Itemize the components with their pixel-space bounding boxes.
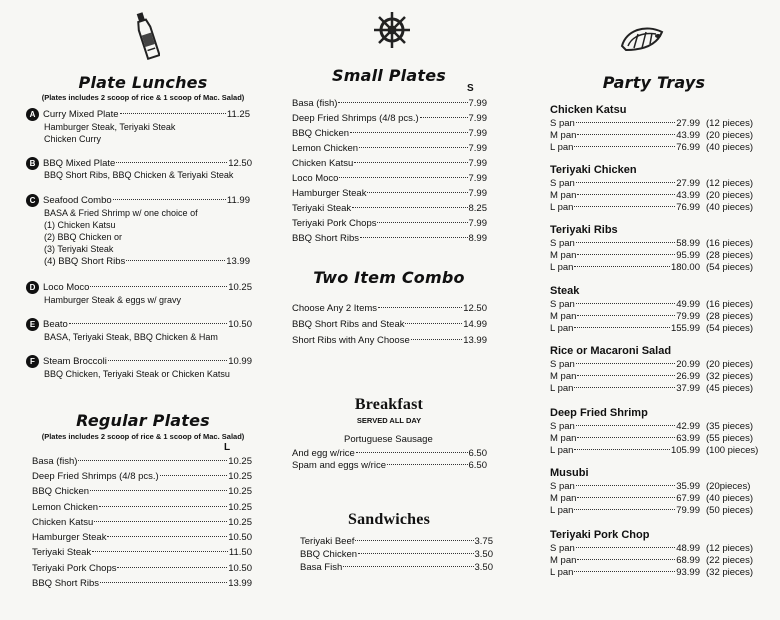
item-desc: (1) Chicken Katsu	[44, 220, 116, 230]
plate-lunch-b	[26, 157, 252, 170]
item-name: Chicken Katsu	[292, 158, 354, 169]
item-price: 10.25	[228, 486, 252, 497]
item-name: Teriyaki Steak	[292, 203, 352, 214]
item-price: 3.75	[474, 536, 493, 547]
item-price: 7.99	[468, 128, 487, 139]
tray-size-row	[550, 421, 764, 433]
tray-size: S pan	[550, 178, 575, 189]
tray-quantity: (50 pieces)	[706, 505, 753, 516]
combo-row	[292, 303, 487, 315]
tray-size-row	[550, 383, 764, 395]
regular-plate-row	[32, 578, 252, 590]
tray-size-row	[550, 178, 764, 190]
item-price: 7.99	[468, 188, 487, 199]
item-name: Spam and eggs w/rice	[292, 460, 386, 471]
item-desc: BASA, Teriyaki Steak, BBQ Chicken & Ham	[44, 332, 218, 342]
tray-price: 95.99	[676, 250, 700, 261]
tray-quantity: (20pieces)	[706, 481, 751, 492]
tray-quantity: (54 pieces)	[706, 323, 753, 334]
small-plate-row	[292, 143, 487, 155]
item-price: 7.99	[468, 218, 487, 229]
plate-lunches-note: (Plates includes 2 scoop of rice & 1 scoop of Mac. Salad)	[41, 93, 245, 102]
item-name: Teriyaki Steak	[32, 547, 92, 558]
tray-price: 48.99	[676, 543, 700, 554]
regular-plate-row	[32, 471, 252, 483]
item-price: 8.25	[468, 203, 487, 214]
tray-size-row	[550, 555, 764, 567]
tray-quantity: (35 pieces)	[706, 421, 753, 432]
item-price: 6.50	[468, 460, 487, 471]
regular-plate-row	[32, 456, 252, 468]
tray-size: L pan	[550, 505, 574, 516]
tray-category: Teriyaki Pork Chop	[550, 529, 650, 541]
size-label-small: S	[467, 83, 474, 94]
item-desc: BASA & Fried Shrimp w/ one choice of	[44, 208, 198, 218]
item-price: 10.50	[228, 318, 252, 330]
item-name: Short Ribs with Any Choose	[292, 335, 410, 346]
plate-lunch-c	[26, 194, 250, 207]
tray-quantity: (16 pieces)	[706, 299, 753, 310]
combo-row	[292, 335, 487, 347]
badge-f: F	[26, 355, 39, 368]
shell-icon	[618, 22, 666, 54]
tray-size: L pan	[550, 445, 574, 456]
small-plates-title: Small Plates	[332, 66, 446, 85]
tray-price: 58.99	[676, 238, 700, 249]
tray-size: S pan	[550, 359, 575, 370]
item-name: Steam Broccoli	[43, 355, 107, 367]
tray-size: L pan	[550, 142, 574, 153]
tray-size: M pan	[550, 433, 577, 444]
small-plate-row	[292, 128, 487, 140]
breakfast-title: Breakfast	[354, 396, 424, 413]
tray-quantity: (55 pieces)	[706, 433, 753, 444]
small-plate-row	[292, 218, 487, 230]
item-price: 3.50	[474, 549, 493, 560]
tray-price: 76.99	[676, 142, 700, 153]
tray-size: S pan	[550, 238, 575, 249]
tray-price: 49.99	[676, 299, 700, 310]
tray-price: 105.99	[670, 445, 700, 456]
tray-size-row	[550, 262, 764, 274]
item-price: 12.50	[463, 303, 487, 314]
tray-quantity: (32 pieces)	[706, 567, 753, 578]
item-price: 7.99	[468, 173, 487, 184]
item-name: Chicken Katsu	[32, 517, 94, 528]
item-price: 10.99	[228, 355, 252, 367]
item-desc: Hamburger Steak, Teriyaki Steak	[44, 122, 176, 132]
breakfast-row	[292, 460, 487, 472]
tray-price: 79.99	[676, 311, 700, 322]
tray-category: Rice or Macaroni Salad	[550, 345, 672, 357]
tray-quantity: (20 pieces)	[706, 190, 753, 201]
tray-price: 27.99	[676, 118, 700, 129]
tray-category: Teriyaki Ribs	[550, 224, 618, 236]
plate-lunch-d	[26, 281, 252, 294]
tray-price: 63.99	[676, 433, 700, 444]
item-name: BBQ Short Ribs	[32, 578, 100, 589]
tray-price: 93.99	[676, 567, 700, 578]
breakfast-subtitle: SERVED ALL DAY	[356, 416, 422, 425]
item-desc: BBQ Short Ribs, BBQ Chicken & Teriyaki Steak	[44, 170, 234, 180]
item-price: 10.25	[228, 471, 252, 482]
badge-e: E	[26, 318, 39, 331]
tray-price: 37.99	[676, 383, 700, 394]
item-price: 8.99	[468, 233, 487, 244]
item-name: Basa (fish)	[32, 456, 78, 467]
tray-quantity: (22 pieces)	[706, 555, 753, 566]
item-price: 10.25	[228, 456, 252, 467]
tray-category: Musubi	[550, 467, 589, 479]
regular-plates-title: Regular Plates	[76, 411, 210, 430]
tray-category: Chicken Katsu	[550, 104, 627, 116]
tray-size-row	[550, 130, 764, 142]
plate-lunch-e	[26, 318, 252, 331]
size-label-large: L	[224, 442, 231, 453]
tray-size: M pan	[550, 190, 577, 201]
tray-quantity: (28 pieces)	[706, 311, 753, 322]
badge-d: D	[26, 281, 39, 294]
tray-size-row	[550, 142, 764, 154]
item-name: Lemon Chicken	[32, 502, 99, 513]
tray-size: L pan	[550, 202, 574, 213]
badge-b: B	[26, 157, 39, 170]
tray-size: M pan	[550, 311, 577, 322]
tray-category: Steak	[550, 285, 580, 297]
tray-size-row	[550, 567, 764, 579]
breakfast-heading: Portuguese Sausage	[344, 434, 433, 445]
tray-size: M pan	[550, 130, 577, 141]
column-left	[12, 0, 274, 620]
item-name: Choose Any 2 Items	[292, 303, 378, 314]
tray-price: 180.00	[670, 262, 700, 273]
item-name: Basa (fish)	[292, 98, 338, 109]
tray-size-row	[550, 359, 764, 371]
item-name: And egg w/rice	[292, 448, 355, 459]
tray-quantity: (40 pieces)	[706, 493, 753, 504]
tray-quantity: (40 pieces)	[706, 202, 753, 213]
regular-plate-row	[32, 502, 252, 514]
item-price: 7.99	[468, 113, 487, 124]
regular-plate-row	[32, 532, 252, 544]
item-name: Hamburger Steak	[32, 532, 107, 543]
party-trays-title: Party Trays	[602, 73, 706, 92]
sandwich-row	[300, 549, 493, 561]
tray-size-row	[550, 311, 764, 323]
badge-a: A	[26, 108, 39, 121]
item-name: (4) BBQ Short Ribs	[44, 256, 126, 267]
item-price: 11.99	[226, 194, 250, 206]
tray-size: S pan	[550, 421, 575, 432]
item-price: 10.25	[228, 502, 252, 513]
tray-size-row	[550, 543, 764, 555]
item-price: 14.99	[463, 319, 487, 330]
seafood-extra	[44, 256, 250, 268]
item-name: BBQ Short Ribs and Steak	[292, 319, 405, 330]
tray-size-row	[550, 190, 764, 202]
tray-size-row	[550, 481, 764, 493]
item-price: 13.99	[226, 256, 250, 267]
item-desc: (3) Teriyaki Steak	[44, 244, 114, 254]
item-desc: (2) BBQ Chicken or	[44, 232, 123, 242]
tray-size: M pan	[550, 493, 577, 504]
tray-size-row	[550, 202, 764, 214]
column-middle	[282, 0, 496, 620]
small-plate-row	[292, 188, 487, 200]
column-right	[540, 0, 768, 620]
tray-size-row	[550, 118, 764, 130]
tray-size: S pan	[550, 118, 575, 129]
item-price: 7.99	[468, 143, 487, 154]
item-name: Loco Moco	[43, 281, 90, 293]
tray-price: 76.99	[676, 202, 700, 213]
item-price: 6.50	[468, 448, 487, 459]
item-name: Teriyaki Pork Chops	[292, 218, 377, 229]
item-name: BBQ Mixed Plate	[43, 157, 116, 169]
tray-category: Deep Fried Shrimp	[550, 407, 648, 419]
tray-size-row	[550, 433, 764, 445]
small-plate-row	[292, 158, 487, 170]
item-name: BBQ Chicken	[300, 549, 358, 560]
tray-size-row	[550, 445, 764, 457]
tray-quantity: (32 pieces)	[706, 371, 753, 382]
item-name: Seafood Combo	[43, 194, 112, 206]
plate-lunch-f	[26, 355, 252, 368]
badge-c: C	[26, 194, 39, 207]
item-price: 10.25	[228, 281, 252, 293]
tray-quantity: (12 pieces)	[706, 118, 753, 129]
tray-quantity: (12 pieces)	[706, 178, 753, 189]
tray-size-row	[550, 505, 764, 517]
tray-size-row	[550, 371, 764, 383]
regular-plate-row	[32, 486, 252, 498]
item-price: 3.50	[474, 562, 493, 573]
tray-price: 35.99	[676, 481, 700, 492]
tray-size: L pan	[550, 567, 574, 578]
tray-quantity: (100 pieces)	[706, 445, 759, 456]
item-price: 10.50	[228, 563, 252, 574]
item-name: Teriyaki Pork Chops	[32, 563, 117, 574]
tray-size: S pan	[550, 481, 575, 492]
item-price: 10.25	[228, 517, 252, 528]
sandwiches-title: Sandwiches	[347, 511, 431, 528]
plate-lunch-a	[26, 108, 250, 121]
regular-plates-note: (Plates includes 2 scoop of rice & 1 scoop of Mac. Salad)	[41, 432, 245, 441]
tray-price: 67.99	[676, 493, 700, 504]
tray-price: 27.99	[676, 178, 700, 189]
tray-quantity: (28 pieces)	[706, 250, 753, 261]
item-name: BBQ Short Ribs	[292, 233, 360, 244]
item-price: 11.50	[228, 547, 252, 558]
tray-quantity: (20 pieces)	[706, 130, 753, 141]
item-desc: Hamburger Steak & eggs w/ gravy	[44, 295, 182, 305]
item-name: Beato	[43, 318, 68, 330]
tray-size: M pan	[550, 555, 577, 566]
item-price: 11.25	[226, 108, 250, 120]
item-price: 13.99	[228, 578, 252, 589]
tray-price: 43.99	[676, 190, 700, 201]
tray-quantity: (20 pieces)	[706, 359, 753, 370]
bottle-icon	[134, 10, 160, 62]
sandwich-row	[300, 536, 493, 548]
two-item-combo-title: Two Item Combo	[313, 268, 465, 287]
tray-size-row	[550, 493, 764, 505]
item-name: Basa Fish	[300, 562, 343, 573]
tray-size-row	[550, 238, 764, 250]
tray-quantity: (45 pieces)	[706, 383, 753, 394]
item-price: 13.99	[463, 335, 487, 346]
tray-quantity: (40 pieces)	[706, 142, 753, 153]
tray-price: 26.99	[676, 371, 700, 382]
sandwich-row	[300, 562, 493, 574]
ship-wheel-icon	[372, 10, 412, 50]
small-plate-row	[292, 203, 487, 215]
small-plate-row	[292, 233, 487, 245]
tray-category: Teriyaki Chicken	[550, 164, 637, 176]
tray-size: L pan	[550, 262, 574, 273]
tray-size: L pan	[550, 323, 574, 334]
tray-size: S pan	[550, 543, 575, 554]
tray-size: M pan	[550, 371, 577, 382]
tray-quantity: (16 pieces)	[706, 238, 753, 249]
item-price: 10.50	[228, 532, 252, 543]
tray-price: 79.99	[676, 505, 700, 516]
tray-price: 155.99	[670, 323, 700, 334]
item-name: BBQ Chicken	[292, 128, 350, 139]
item-name: Hamburger Steak	[292, 188, 367, 199]
combo-row	[292, 319, 487, 331]
breakfast-row	[292, 448, 487, 460]
item-name: Loco Moco	[292, 173, 339, 184]
tray-quantity: (54 pieces)	[706, 262, 753, 273]
item-name: Teriyaki Beef	[300, 536, 355, 547]
regular-plate-row	[32, 517, 252, 529]
tray-price: 42.99	[676, 421, 700, 432]
plate-lunches-title: Plate Lunches	[78, 73, 208, 92]
small-plate-row	[292, 98, 487, 110]
tray-size: L pan	[550, 383, 574, 394]
item-desc: BBQ Chicken, Teriyaki Steak or Chicken Katsu	[44, 369, 230, 379]
tray-size-row	[550, 323, 764, 335]
item-name: Deep Fried Shrimps (4/8 pcs.)	[32, 471, 159, 482]
tray-size: S pan	[550, 299, 575, 310]
tray-price: 68.99	[676, 555, 700, 566]
small-plate-row	[292, 173, 487, 185]
tray-size: M pan	[550, 250, 577, 261]
regular-plate-row	[32, 563, 252, 575]
item-name: Lemon Chicken	[292, 143, 359, 154]
item-price: 12.50	[228, 157, 252, 169]
item-price: 7.99	[468, 98, 487, 109]
item-price: 7.99	[468, 158, 487, 169]
item-name: BBQ Chicken	[32, 486, 90, 497]
item-name: Curry Mixed Plate	[43, 108, 119, 120]
item-desc: Chicken Curry	[44, 134, 102, 144]
tray-price: 20.99	[676, 359, 700, 370]
tray-quantity: (12 pieces)	[706, 543, 753, 554]
small-plate-row	[292, 113, 487, 125]
regular-plate-row	[32, 547, 252, 559]
tray-size-row	[550, 299, 764, 311]
tray-size-row	[550, 250, 764, 262]
item-name: Deep Fried Shrimps (4/8 pcs.)	[292, 113, 419, 124]
tray-price: 43.99	[676, 130, 700, 141]
